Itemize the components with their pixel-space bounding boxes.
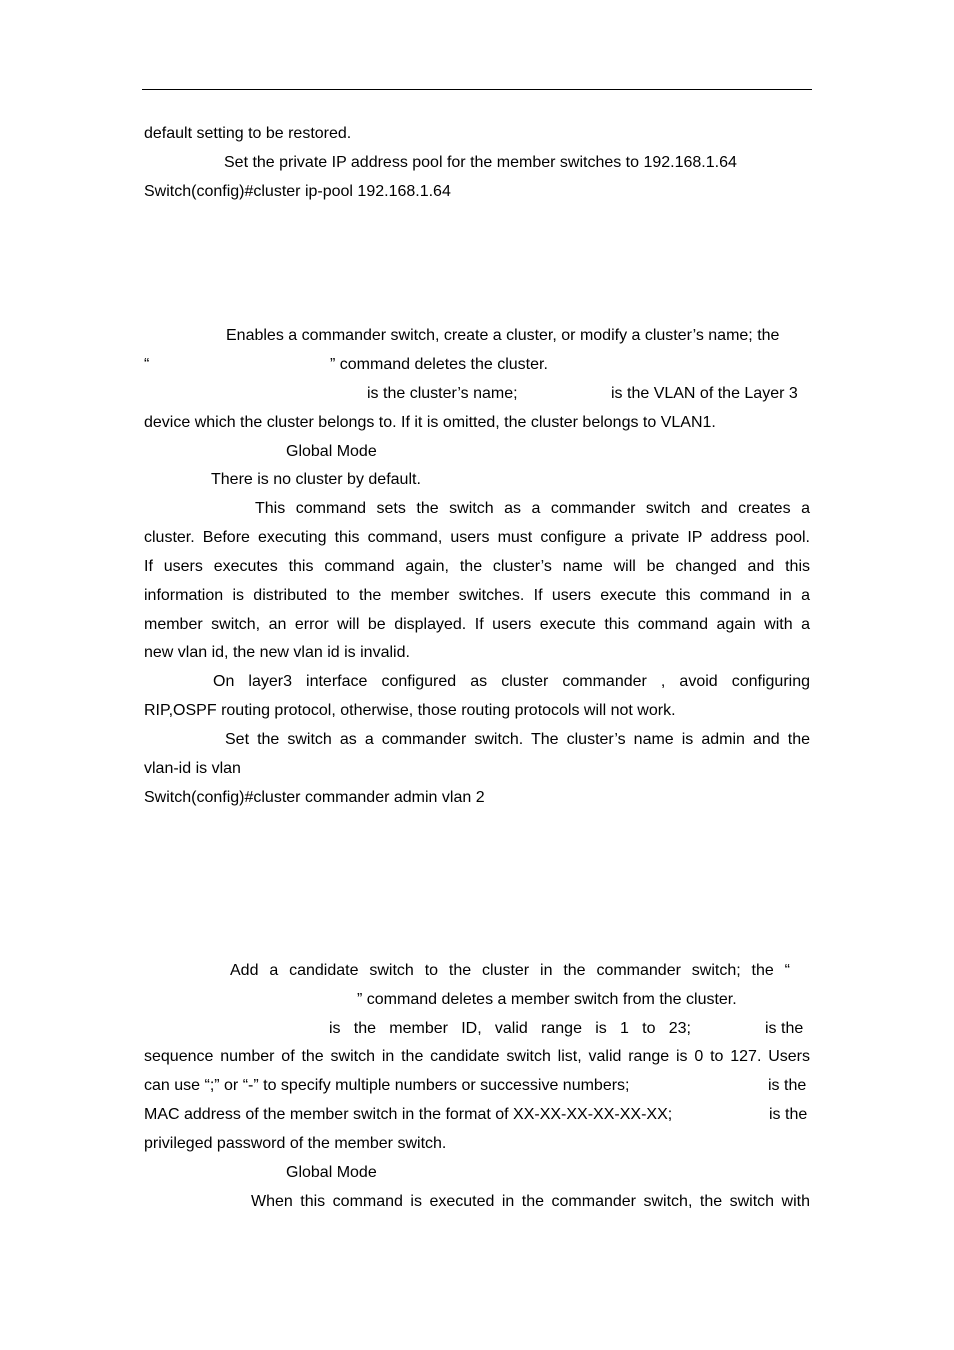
text-line: RIP,OSPF routing protocol, otherwise, those routing protocols will not work. [144, 702, 676, 719]
parameter-vlan-text: is the VLAN of the Layer 3 [611, 385, 798, 402]
command-mode: Global Mode [286, 1164, 377, 1181]
command-mode: Global Mode [286, 443, 377, 460]
text-line: member switch, an error will be displayed. If users execute this command again with a [144, 616, 810, 633]
header-rule [142, 89, 812, 90]
parameter-label-tail: is the [768, 1077, 807, 1094]
text-line: device which the cluster belongs to. If it is omitted, the cluster belongs to VLAN1. [144, 414, 716, 431]
usage-guide-first-line: When this command is executed in the commander switch, the switch with [251, 1193, 810, 1210]
command-description: Add a candidate switch to the cluster in the commander switch; the “ [230, 962, 790, 979]
text-line: privileged password of the member switch. [144, 1135, 447, 1152]
text-line: cluster. Before executing this command, users must configure a private IP address pool. [144, 529, 810, 546]
text-line: sequence number of the switch in the candidate switch list, valid range is 0 to 127. Users [144, 1048, 810, 1065]
no-command-text: ” command deletes a member switch from the cluster. [357, 991, 737, 1008]
text-line: If users executes this command again, the cluster’s name will be changed and this [144, 558, 810, 575]
note-first-line: On layer3 interface configured as cluster commander , avoid configuring [213, 673, 810, 690]
text-line: can use “;” or “-” to specify multiple numbers or successive numbers; [144, 1077, 630, 1094]
text-line: default setting to be restored. [144, 125, 352, 142]
text-line: information is distributed to the member switches. If users execute this command in a [144, 587, 810, 604]
example-command: Switch(config)#cluster commander admin vlan 2 [144, 789, 485, 806]
parameter-name-text: is the cluster’s name; [367, 385, 518, 402]
no-command-text: ” command deletes the cluster. [330, 356, 548, 373]
parameter-label-tail: is the [765, 1020, 804, 1037]
example-command: Switch(config)#cluster ip-pool 192.168.1.64 [144, 183, 451, 200]
usage-guide-first-line: This command sets the switch as a commander switch and creates a [255, 500, 810, 517]
open-quote: “ [144, 356, 150, 373]
parameter-id-text: is the member ID, valid range is 1 to 23; [329, 1020, 691, 1037]
parameter-label-tail: is the [769, 1106, 808, 1123]
example-description: Set the switch as a commander switch. The cluster’s name is admin and the [225, 731, 810, 748]
default-text: There is no cluster by default. [211, 471, 421, 488]
text-line: MAC address of the member switch in the format of XX-XX-XX-XX-XX-XX; [144, 1106, 673, 1123]
example-description: Set the private IP address pool for the member switches to 192.168.1.64 [224, 154, 737, 171]
command-description: Enables a commander switch, create a cluster, or modify a cluster’s name; the [226, 327, 780, 344]
text-line: new vlan id, the new vlan id is invalid. [144, 644, 410, 661]
text-line: vlan-id is vlan [144, 760, 241, 777]
